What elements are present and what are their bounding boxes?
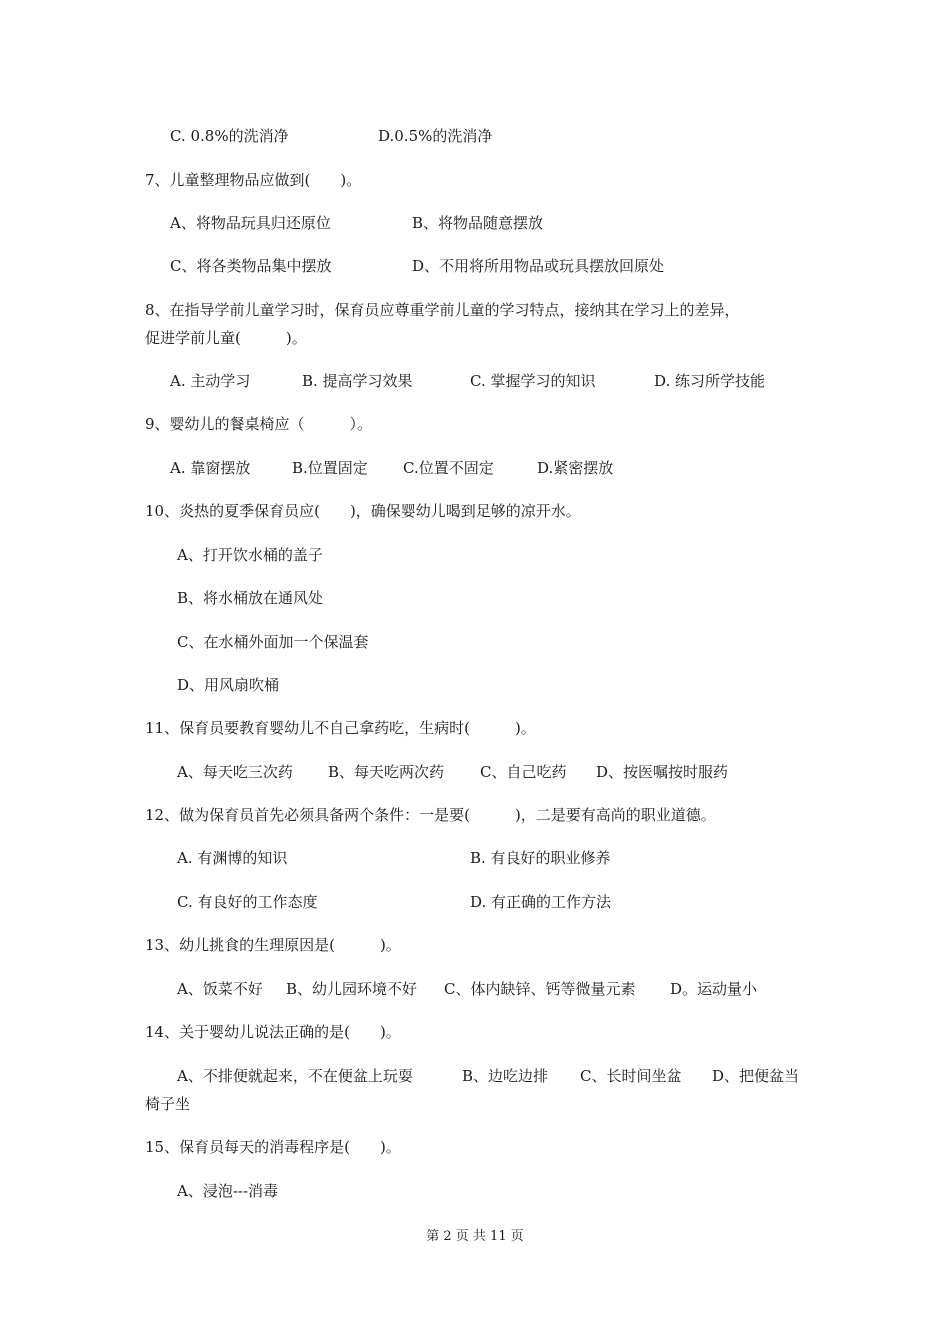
q12-option-d: D. 有正确的工作方法 [470,893,612,911]
q8-option-c: C. 掌握学习的知识 [470,372,596,390]
q13-option-c: C、体内缺锌、钙等微量元素 [444,980,636,998]
q13-option-d: D。运动量小 [670,980,758,998]
q8-option-d: D. 练习所学技能 [654,372,766,390]
q10-option-a: A、打开饮水桶的盖子 [177,546,323,564]
q8-stem-line2: 促进学前儿童( )。 [145,329,307,347]
q10-option-b: B、将水桶放在通风处 [177,589,324,607]
q9-option-d: D.紧密摆放 [537,459,614,477]
q11-option-a: A、每天吃三次药 [177,763,293,781]
q10-stem: 10、炎热的夏季保育员应( )，确保婴幼儿喝到足够的凉开水。 [145,502,581,520]
q14-option-d-line2: 椅子坐 [145,1095,191,1113]
q14-option-d-line1: D、把便盆当 [712,1067,800,1085]
q13-stem: 13、幼儿挑食的生理原因是( )。 [145,936,401,954]
q14-option-b: B、边吃边排 [462,1067,549,1085]
q9-option-a: A. 靠窗摆放 [170,459,251,477]
q7-option-b: B、将物品随意摆放 [412,214,544,232]
q15-stem: 15、保育员每天的消毒程序是( )。 [145,1138,401,1156]
q9-option-b: B.位置固定 [292,459,368,477]
q7-option-d: D、不用将所用物品或玩具摆放回原处 [412,257,665,275]
q6-option-d: D.0.5%的洗消净 [378,127,493,145]
q10-option-d: D、用风扇吹桶 [177,676,280,694]
q9-option-c: C.位置不固定 [403,459,494,477]
q14-option-c: C、长时间坐盆 [580,1067,682,1085]
q9-stem: 9、婴幼儿的餐桌椅应（ ）。 [145,415,373,433]
q14-option-a: A、不排便就起来，不在便盆上玩耍 [177,1067,413,1085]
q12-stem: 12、做为保育员首先必须具备两个条件：一是要( )，二是要有高尚的职业道德。 [145,806,716,824]
q13-option-b: B、幼儿园环境不好 [286,980,418,998]
q13-option-a: A、饭菜不好 [177,980,263,998]
q8-option-b: B. 提高学习效果 [302,372,413,390]
q8-option-a: A. 主动学习 [170,372,251,390]
q8-stem-line1: 8、在指导学前儿童学习时，保育员应尊重学前儿童的学习特点，接纳其在学习上的差异， [145,301,740,319]
q11-stem: 11、保育员要教育婴幼儿不自己拿药吃，生病时( )。 [145,719,536,737]
q7-stem: 7、儿童整理物品应做到( )。 [145,171,362,189]
q6-option-c: C. 0.8%的洗消净 [170,127,289,145]
q7-option-a: A、将物品玩具归还原位 [170,214,331,232]
q12-option-a: A. 有渊博的知识 [177,849,288,867]
q12-option-c: C. 有良好的工作态度 [177,893,318,911]
q10-option-c: C、在水桶外面加一个保温套 [177,633,369,651]
q14-stem: 14、关于婴幼儿说法正确的是( )。 [145,1023,401,1041]
q11-option-d: D、按医嘱按时服药 [596,763,729,781]
q11-option-c: C、自己吃药 [480,763,567,781]
q11-option-b: B、每天吃两次药 [328,763,445,781]
q15-option-a: A、浸泡---消毒 [177,1182,279,1200]
q12-option-b: B. 有良好的职业修养 [470,849,611,867]
q7-option-c: C、将各类物品集中摆放 [170,257,332,275]
page-footer: 第 2 页 共 11 页 [426,1229,524,1244]
